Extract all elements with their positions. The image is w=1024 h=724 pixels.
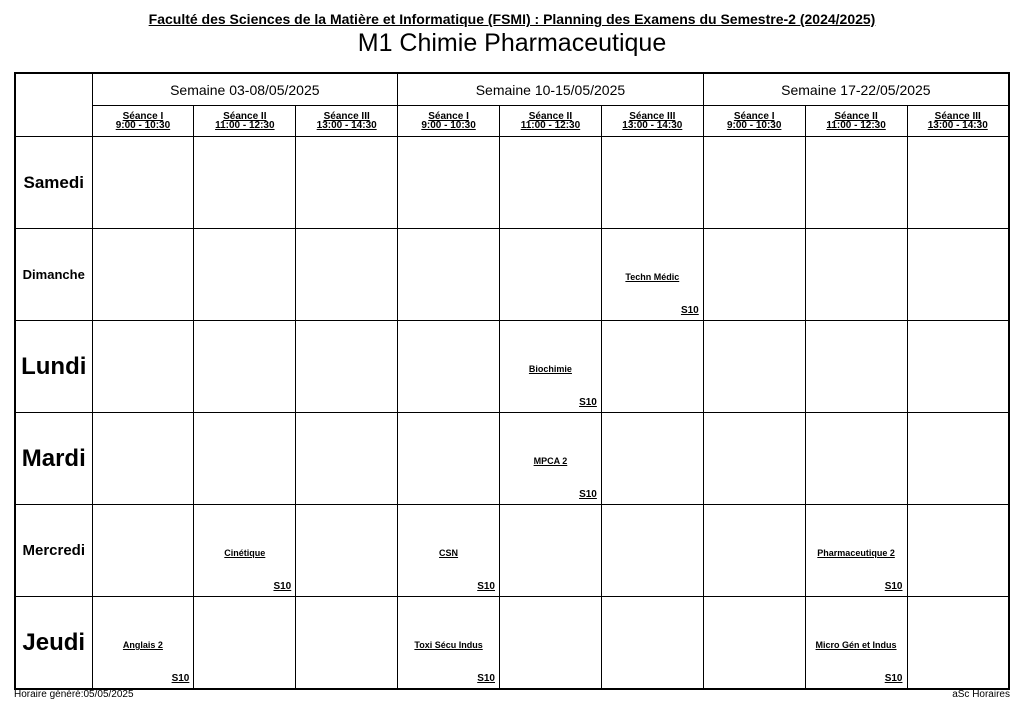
- schedule-cell: [601, 413, 703, 505]
- seance-header: [805, 106, 907, 137]
- schedule-cell: [907, 413, 1009, 505]
- schedule-cell: [805, 137, 907, 229]
- exam-subject: Biochimie: [528, 364, 572, 374]
- day-label: Samedi: [15, 137, 92, 229]
- schedule-cell: [92, 229, 194, 321]
- day-label: Dimanche: [15, 229, 92, 321]
- exam-cell[interactable]: [194, 505, 296, 597]
- exam-room: S10: [579, 397, 597, 408]
- seance-header: [703, 106, 805, 137]
- exam-cell[interactable]: [398, 505, 500, 597]
- exam-room: S10: [273, 581, 292, 592]
- exam-cell[interactable]: [398, 597, 500, 690]
- schedule-cell: [805, 321, 907, 413]
- schedule-cell: [296, 229, 398, 321]
- day-label: Lundi: [15, 321, 92, 413]
- schedule-cell: [500, 137, 602, 229]
- schedule-cell: [703, 597, 805, 690]
- day-label: Jeudi: [15, 597, 92, 690]
- exam-room: S10: [171, 673, 190, 684]
- schedule-cell: [907, 137, 1009, 229]
- exam-subject: Micro Gén et Indus: [815, 640, 897, 650]
- schedule-cell: [703, 137, 805, 229]
- schedule-cell: [92, 505, 194, 597]
- seance-name: Séance I: [733, 111, 775, 122]
- schedule-cell: [601, 321, 703, 413]
- schedule-cell: [601, 505, 703, 597]
- seance-name: Séance III: [629, 111, 676, 122]
- seance-header: [398, 106, 500, 137]
- schedule-cell: [194, 597, 296, 690]
- schedule-cell: [703, 229, 805, 321]
- schedule-cell: [296, 597, 398, 690]
- exam-subject: Anglais 2: [122, 640, 163, 650]
- program-title: M1 Chimie Pharmaceutique: [357, 29, 667, 57]
- schedule-cell: [194, 229, 296, 321]
- schedule-cell: [703, 505, 805, 597]
- seance-time: 9:00 - 10:30: [421, 120, 476, 131]
- schedule-cell: [194, 321, 296, 413]
- seance-name: Séance III: [934, 111, 981, 122]
- schedule-cell: [194, 413, 296, 505]
- day-row: [15, 321, 1009, 413]
- week-header: Semaine 10-15/05/2025: [398, 73, 704, 106]
- schedule-cell: [398, 229, 500, 321]
- exam-cell[interactable]: [601, 229, 703, 321]
- seance-name: Séance I: [122, 111, 164, 122]
- exam-room: S10: [477, 581, 495, 592]
- seance-time: 13:00 - 14:30: [316, 120, 377, 131]
- seance-time: 9:00 - 10:30: [115, 120, 171, 131]
- seance-header-row: [15, 106, 1009, 137]
- schedule-cell: [296, 505, 398, 597]
- day-row: [15, 229, 1009, 321]
- schedule-cell: [907, 597, 1009, 690]
- day-label: Mercredi: [15, 505, 92, 597]
- seance-header: [500, 106, 602, 137]
- seance-time: 11:00 - 12:30: [520, 120, 581, 131]
- schedule-cell: [907, 229, 1009, 321]
- schedule-cell: [398, 413, 500, 505]
- schedule-cell: [92, 413, 194, 505]
- document-title: Faculté des Sciences de la Matière et Informatique (FSMI) : Planning des Examens du Semestre-2 (2024/2025): [148, 11, 876, 27]
- schedule-cell: [805, 413, 907, 505]
- schedule-cell: [296, 321, 398, 413]
- seance-name: Séance III: [323, 111, 370, 122]
- seance-header: [194, 106, 296, 137]
- seance-header: [296, 106, 398, 137]
- exam-room: S10: [680, 305, 699, 316]
- week-header: Semaine 03-08/05/2025: [92, 73, 398, 106]
- schedule-cell: [601, 597, 703, 690]
- seance-header: [907, 106, 1009, 137]
- schedule-cell: [601, 137, 703, 229]
- exam-subject: CSN: [439, 548, 459, 558]
- schedule-cell: [296, 137, 398, 229]
- exam-subject: Pharmaceutique 2: [817, 548, 895, 558]
- exam-room: S10: [477, 673, 495, 684]
- schedule-cell: [703, 321, 805, 413]
- schedule-cell: [500, 505, 602, 597]
- schedule-cell: [703, 413, 805, 505]
- schedule-cell: [500, 597, 602, 690]
- seance-time: 13:00 - 14:30: [622, 120, 683, 131]
- seance-name: Séance I: [428, 111, 469, 122]
- day-row: [15, 597, 1009, 690]
- day-row: [15, 137, 1009, 229]
- schedule-cell: [92, 321, 194, 413]
- exam-cell[interactable]: [500, 413, 602, 505]
- schedule-cell: [907, 321, 1009, 413]
- seance-name: Séance II: [223, 111, 267, 122]
- schedule-cell: [398, 321, 500, 413]
- exam-subject: Cinétique: [224, 548, 266, 558]
- seance-time: 11:00 - 12:30: [826, 120, 886, 131]
- seance-time: 13:00 - 14:30: [927, 120, 988, 131]
- schedule-cell: [500, 229, 602, 321]
- week-header: Semaine 17-22/05/2025: [703, 73, 1009, 106]
- schedule-cell: [398, 137, 500, 229]
- exam-room: S10: [884, 673, 903, 684]
- day-row: [15, 413, 1009, 505]
- day-row: [15, 505, 1009, 597]
- generated-date: Horaire généré:05/05/2025: [14, 689, 134, 700]
- schedule-cell: [907, 505, 1009, 597]
- schedule-cell: [194, 137, 296, 229]
- corner-cell: [15, 73, 92, 137]
- exam-cell[interactable]: [805, 597, 907, 690]
- seance-header: [92, 106, 194, 137]
- seance-name: Séance II: [834, 111, 878, 122]
- exam-schedule-table: [14, 72, 1010, 690]
- seance-time: 11:00 - 12:30: [215, 120, 275, 131]
- exam-room: S10: [884, 581, 903, 592]
- software-credit: aSc Horaires: [952, 689, 1010, 700]
- day-label: Mardi: [15, 413, 92, 505]
- exam-cell[interactable]: [500, 321, 602, 413]
- exam-subject: Techn Médic: [625, 272, 680, 282]
- exam-subject: Toxi Sécu Indus: [414, 640, 483, 650]
- schedule-cell: [92, 137, 194, 229]
- seance-time: 9:00 - 10:30: [726, 120, 782, 131]
- schedule-cell: [805, 229, 907, 321]
- seance-header: [601, 106, 703, 137]
- exam-cell[interactable]: [805, 505, 907, 597]
- exam-cell[interactable]: [92, 597, 194, 690]
- seance-name: Séance II: [528, 111, 573, 122]
- exam-subject: MPCA 2: [533, 456, 568, 466]
- exam-room: S10: [579, 489, 597, 500]
- week-header-row: [15, 73, 1009, 106]
- schedule-cell: [296, 413, 398, 505]
